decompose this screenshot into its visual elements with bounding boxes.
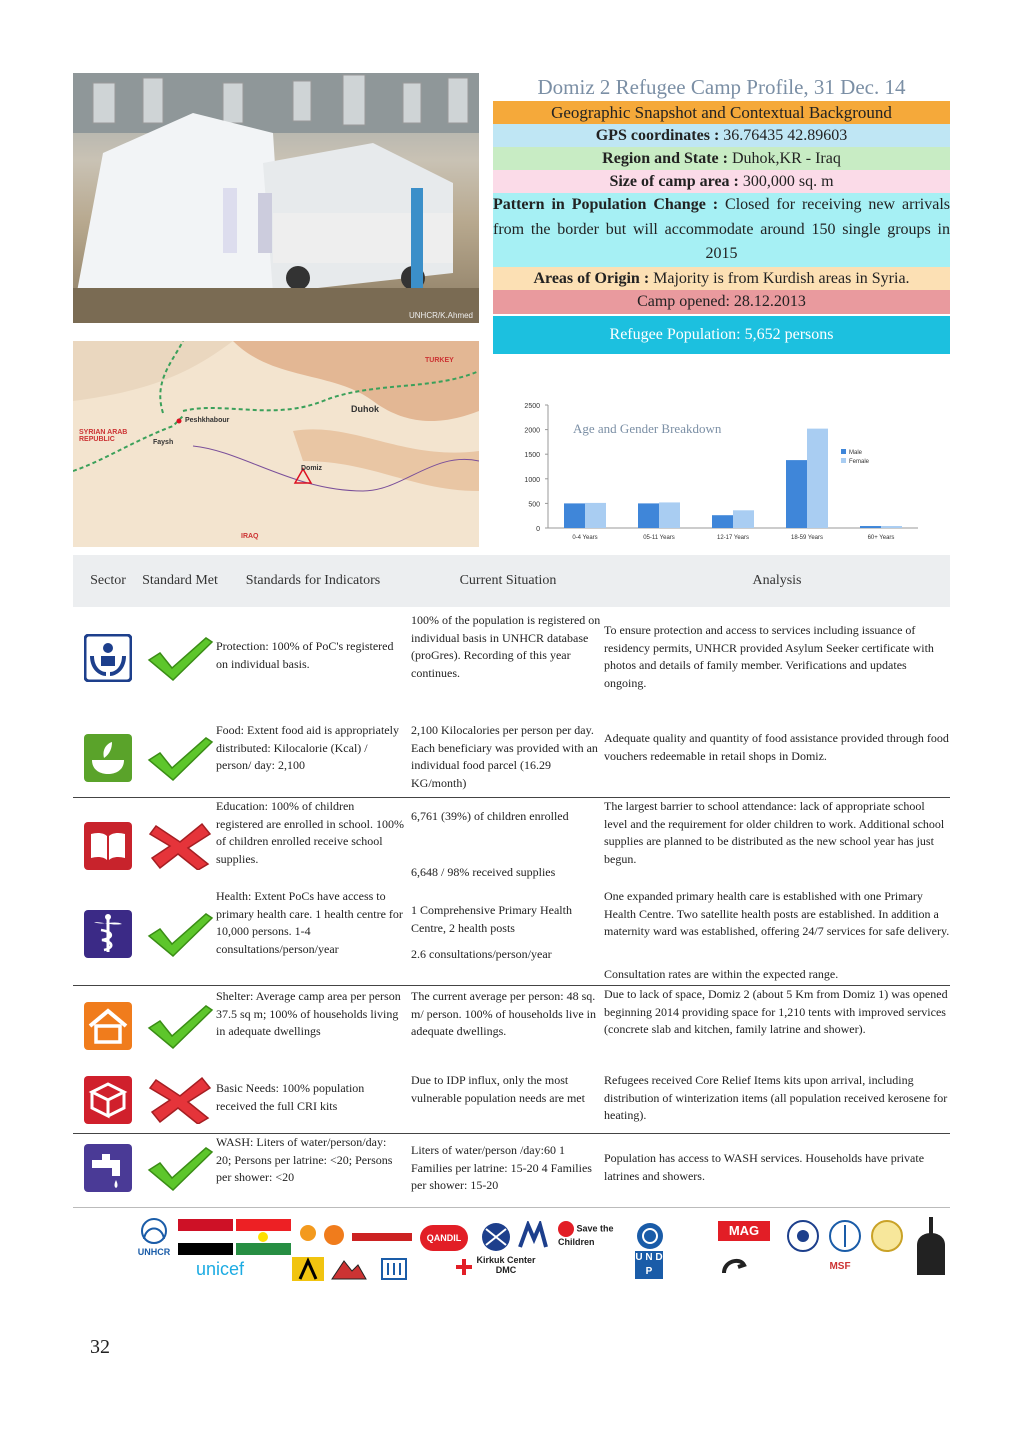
ngo-ma-icon <box>518 1221 548 1251</box>
wash-icon <box>84 1144 132 1192</box>
shelter-situation: The current average per person: 48 sq. m/ person. 100% of households live in adequate dwellings. <box>411 989 596 1038</box>
map-label-domiz: Domiz <box>301 465 322 472</box>
size-row <box>493 170 950 193</box>
y-tick-label: 1500 <box>524 452 540 460</box>
health-icon <box>84 910 132 958</box>
y-tick-label: 2500 <box>524 403 540 410</box>
unicef-logo: unicef <box>195 1259 245 1279</box>
size-label: Size of camp area : <box>609 173 743 190</box>
protection-situation: 100% of the population is registered on individual basis in UNHCR database (proGres). Recording of this year continues. <box>411 613 601 680</box>
kirkuk-center-sub: DMC <box>495 1265 517 1275</box>
y-tick-label: 500 <box>528 501 540 509</box>
chart-bar <box>860 526 881 528</box>
map-label-duhok: Duhok <box>351 404 379 414</box>
mosque-emblem-icon <box>913 1215 949 1279</box>
camp-opened: Camp opened: 28.12.2013 <box>493 290 950 314</box>
table-row <box>73 1134 950 1206</box>
table-row <box>73 612 950 720</box>
wash-situation: Liters of water/person /day:60 1 Families per latrine: 15-20 4 Families per shower: 15-20 <box>411 1143 592 1192</box>
chart-bar <box>585 503 606 528</box>
legend-swatch <box>841 458 846 463</box>
table-row <box>73 1068 950 1132</box>
table-bottom-rule <box>73 1207 950 1208</box>
health-indicator: Health: Extent PoCs have access to primary health care. 1 health centre for 10,000 persons. 1-4 consultations/person/year <box>216 889 403 956</box>
food-analysis: Adequate quality and quantity of food assistance provided through food vouchers redeemable in retail shops in Domiz. <box>604 731 949 763</box>
ngo-building-icon <box>380 1255 408 1281</box>
pattern-value: Closed for receiving new arrivals from the border but will accommodate around 150 single groups in 2015 <box>493 196 951 262</box>
check-mark-icon <box>146 910 214 958</box>
location-map <box>73 341 479 547</box>
page-number: 32 <box>90 1336 110 1358</box>
check-mark-icon <box>146 734 214 782</box>
header-situation: Current Situation <box>459 573 557 588</box>
profile-title: Domiz 2 Refugee Camp Profile, 31 Dec. 14 <box>537 75 906 99</box>
table-row <box>73 798 950 886</box>
camp-photo <box>73 73 479 323</box>
size-value: 300,000 sq. m <box>742 173 834 190</box>
education-analysis: The largest barrier to school attendance: lack of appropriate school level and the requirement for older children to work. Additional school supplies are planned to be distributed as the new school year has just begun. <box>604 799 945 866</box>
shelter-indicator: Shelter: Average camp area per person 37.5 sq m; 100% of households living in adequate dwellings <box>216 989 401 1038</box>
shelter-icon <box>84 1002 132 1050</box>
map-label-turkey: TURKEY <box>425 357 454 364</box>
chart-bar <box>659 502 680 528</box>
kirkuk-center-logo <box>474 1255 538 1275</box>
y-tick-label: 2000 <box>524 427 540 435</box>
camp-photo-illustration <box>73 73 479 323</box>
education-icon <box>84 822 132 870</box>
shelter-analysis: Due to lack of space, Domiz 2 (about 5 Km from Domiz 1) was opened beginning 2014 providing space for 1,210 tents with improved services (concrete slab and kitchen, family latrine and shower). <box>604 987 948 1036</box>
ngo-globe-icon <box>480 1221 512 1253</box>
education-situation-supplies: 6,648 / 98% received supplies <box>411 865 556 879</box>
basic-needs-analysis: Refugees received Core Relief Items kits upon arrival, including distribution of winterization items (all population received kerosene for heating). <box>604 1073 948 1122</box>
pattern-label: Pattern in Population Change : <box>493 196 726 213</box>
check-mark-icon <box>146 1002 214 1050</box>
check-mark-icon <box>146 1144 214 1192</box>
chart-bar <box>786 460 807 528</box>
unhcr-label: UNHCR <box>137 1247 171 1257</box>
check-mark-icon <box>146 634 214 682</box>
header-analysis: Analysis <box>752 573 802 588</box>
ngo-logo-orange-icon <box>298 1221 348 1251</box>
wash-indicator: WASH: Liters of water/person/day: 20; Persons per latrine: <20; Persons per shower: <20 <box>216 1135 393 1184</box>
red-cross-icon <box>456 1259 472 1275</box>
unhcr-icon <box>134 1217 174 1245</box>
ngo-mountain-icon <box>330 1255 368 1281</box>
save-children-icon <box>558 1221 574 1237</box>
map-terrain <box>73 341 479 547</box>
header-sector: Sector <box>90 573 126 588</box>
map-label-iraq: IRAQ <box>241 533 259 540</box>
origin-value: Majority is from Kurdish areas in Syria. <box>653 269 910 287</box>
basic-needs-indicator: Basic Needs: 100% population received the full CRI kits <box>216 1081 365 1113</box>
gps-row <box>493 124 950 147</box>
health-analysis: One expanded primary health care is established with one Primary Health Centre. Two satellite health posts are established. In addition a maternity ward was established, offering 24/7 services for safe delivery. <box>604 889 950 938</box>
undp-logo: U N D P <box>635 1252 663 1277</box>
photo-credit: UNHCR/K.Ahmed <box>408 311 473 320</box>
map-label-faysh: Faysh <box>153 439 174 446</box>
x-tick-label: 12-17 Years <box>716 535 750 541</box>
msf-logo: MSF <box>829 1261 851 1272</box>
chart-bar <box>638 503 659 528</box>
origin-row <box>493 267 950 290</box>
health-analysis-rates: Consultation rates are within the expected range. <box>604 967 839 981</box>
ngo-black-icon <box>292 1257 324 1281</box>
pattern-row <box>493 193 950 267</box>
region-row <box>493 147 950 170</box>
section-header: Geographic Snapshot and Contextual Background <box>493 101 950 124</box>
protection-icon <box>84 634 132 682</box>
table-row <box>73 888 950 984</box>
protection-indicator: Protection: 100% of PoC's registered on individual basis. <box>216 639 394 671</box>
food-indicator: Food: Extent food aid is appropriately distributed: Kilocalorie (Kcal) / person/ day: 2,100 <box>216 723 399 772</box>
table-row <box>73 722 950 795</box>
qandil-logo: QANDIL <box>420 1225 468 1251</box>
protection-analysis: To ensure protection and access to services including issuance of residency permits, UNHCR provided Asylum Seeker certificate with photos and details of family member. Verifications and updates ongoing. <box>604 623 934 690</box>
region-value: Duhok,KR - Iraq <box>731 150 841 167</box>
basic-needs-icon <box>84 1076 132 1124</box>
un-icon <box>635 1221 665 1251</box>
education-indicator: Education: 100% of children registered are enrolled in school. 100% of children enrolled receive school supplies. <box>216 799 404 866</box>
table-header <box>73 555 950 607</box>
iraq-flag-icon <box>178 1219 233 1255</box>
table-row <box>73 986 950 1066</box>
header-standard-met: Standard Met <box>142 573 218 588</box>
map-label-syria: SYRIAN ARAB REPUBLIC <box>79 429 128 443</box>
x-tick-label: 05-11 Years <box>643 535 675 541</box>
health-situation-facilities: 1 Comprehensive Primary Health Centre, 2 health posts <box>411 903 572 935</box>
x-tick-label: 0-4 Years <box>572 535 598 541</box>
mag-logo: MAG <box>718 1221 770 1241</box>
region-label: Region and State : <box>602 150 732 167</box>
cross-mark-icon <box>146 1076 214 1124</box>
ngo-logo-red-icon <box>352 1225 412 1249</box>
chart-bar <box>881 526 902 528</box>
emblem-icon <box>870 1219 904 1253</box>
legend-swatch <box>841 449 846 454</box>
kirkuk-center-label: Kirkuk Center <box>476 1255 536 1265</box>
save-the-children-logo <box>558 1221 632 1247</box>
gps-value: 36.76435 42.89603 <box>723 127 848 144</box>
y-tick-label: 1000 <box>524 476 540 484</box>
chart-bar <box>733 510 754 528</box>
chart-bar <box>807 429 828 528</box>
y-tick-label: 0 <box>536 526 540 533</box>
legend-label: Male <box>849 450 863 456</box>
ngo-round-icon <box>786 1219 820 1253</box>
map-label-peshkhabour: Peshkhabour <box>185 417 230 424</box>
x-tick-label: 18-59 Years <box>790 535 824 541</box>
chart-bar <box>712 515 733 528</box>
basic-needs-situation: Due to IDP influx, only the most vulnerable population needs are met <box>411 1073 585 1105</box>
unhcr-logo <box>130 1217 178 1257</box>
legend-label: Female <box>849 459 870 465</box>
who-icon <box>828 1219 862 1253</box>
gps-label: GPS coordinates : <box>595 127 724 144</box>
header-indicators: Standards for Indicators <box>245 573 381 588</box>
health-situation-consultations: 2.6 consultations/person/year <box>411 947 552 961</box>
refugee-population: Refugee Population: 5,652 persons <box>493 316 950 354</box>
food-situation: 2,100 Kilocalories per person per day. Each beneficiary was provided with an individual food parcel (16.29 KG/month) <box>411 723 598 790</box>
partner-logos <box>130 1215 950 1285</box>
chart-bar <box>564 503 585 528</box>
cross-mark-icon <box>146 822 214 870</box>
food-icon <box>84 734 132 782</box>
camp-profile <box>493 73 950 354</box>
education-situation-enrolled: 6,761 (39%) of children enrolled <box>411 809 569 823</box>
x-tick-label: 60+ Years <box>867 535 895 541</box>
wash-analysis: Population has access to WASH services. Households have private latrines and showers. <box>604 1151 925 1183</box>
origin-label: Areas of Origin : <box>533 269 654 287</box>
chart-svg <box>493 393 950 548</box>
ngo-arrow-icon <box>720 1253 748 1281</box>
age-gender-chart <box>493 393 950 548</box>
kurdistan-flag-icon <box>236 1219 291 1255</box>
save-the-children-label: Save the Children <box>558 1223 614 1247</box>
chart-title: Age and Gender Breakdown <box>573 421 722 436</box>
